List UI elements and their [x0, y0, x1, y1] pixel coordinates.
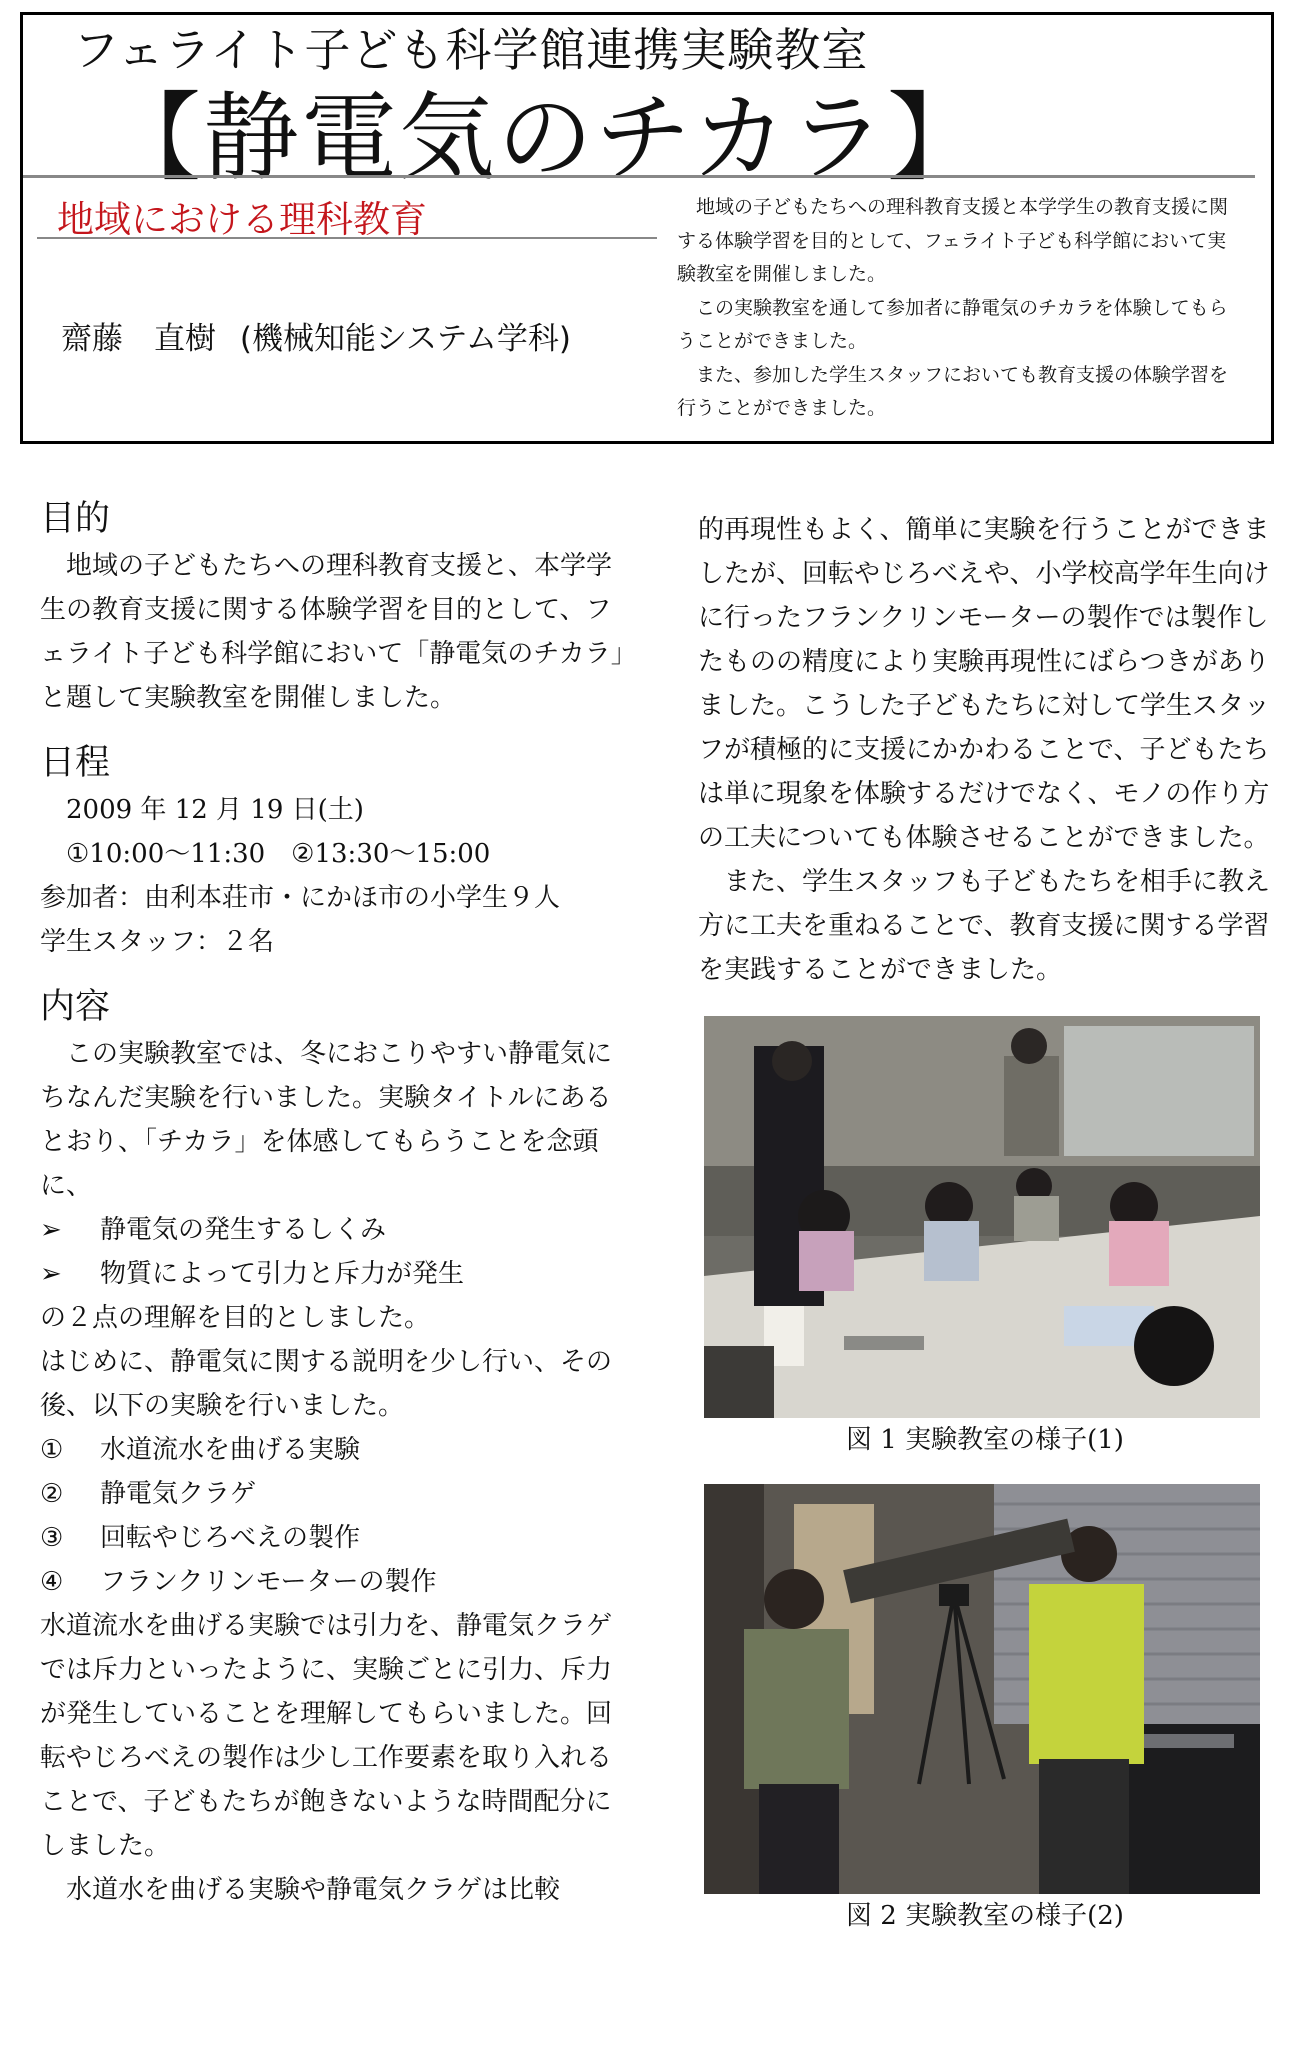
- classroom-photo-2-image: [704, 1484, 1260, 1894]
- experiment-item: [40, 1516, 630, 1560]
- content-lead: はじめに、静電気に関する説明を少し行い、その後、以下の実験を行いました。: [40, 1347, 613, 1421]
- figure-2-caption: 図 2 実験教室の様子(2): [846, 1901, 1124, 1931]
- purpose-text: 地域の子どもたちへの理科教育支援と、本学学生の教育支援に関する体験学習を目的として、フェライト子ども科学館において「静電気のチカラ」と題して実験教室を開催しました。: [40, 551, 624, 713]
- author-line: [61, 313, 585, 358]
- header-divider: [23, 175, 1255, 178]
- classroom-photo-1: [704, 1016, 1260, 1418]
- experiment-item: [40, 1428, 630, 1472]
- experiment-item: [40, 1472, 630, 1516]
- figure-1: [698, 1016, 1272, 1462]
- schedule-heading: 日程: [40, 743, 111, 783]
- section-tag-divider: [37, 237, 657, 239]
- author-name: 齋藤 直樹: [61, 321, 216, 357]
- bullet-item: [40, 1252, 630, 1296]
- experiment-number: ①: [40, 1435, 64, 1465]
- schedule-date: 2009 年 12 月 19 日(土): [66, 795, 364, 825]
- bullet-text: 物質によって引力と斥力が発生: [100, 1259, 465, 1289]
- experiment-text: 水道流水を曲げる実験: [100, 1435, 361, 1465]
- experiment-number: ④: [40, 1567, 64, 1597]
- bullet-arrow-icon: ➢: [40, 1259, 62, 1289]
- content-paragraph: 的再現性もよく、簡単に実験を行うことができましたが、回転やじろべえや、小学校高学年生向けに行ったフランクリンモーターの製作では製作したものの精度により実験再現性にばらつきがありました。こうした子どもたちに対して学生スタッフが積極的に支援にかかわることで、子どもたちは単に現象を体験するだけでなく、モノの作り方の工夫についても体験させることができました。: [698, 515, 1271, 853]
- content-paragraph: 水道流水を曲げる実験では引力を、静電気クラゲでは斥力といったように、実験ごとに引力、斥力が発生していることを理解してもらいました。回転やじろべえの製作は少し工作要素を取り入れることで、子どもたちが飽きないような時間配分にしました。: [40, 1611, 613, 1861]
- content-intro: この実験教室では、冬におこりやすい静電気にちなんだ実験を行いました。実験タイトルにあるとおり、「チカラ」を体感してもらうことを念頭に、: [40, 1039, 613, 1201]
- experiment-number: ③: [40, 1523, 64, 1553]
- experiment-text: フランクリンモーターの製作: [100, 1567, 437, 1597]
- content-after-bullets: の２点の理解を目的としました。: [40, 1303, 431, 1333]
- author-department: (機械知能システム学科): [239, 321, 571, 357]
- purpose-heading: 目的: [40, 499, 111, 539]
- figure-2: [698, 1484, 1272, 1938]
- schedule-staff: 学生スタッフ：２名: [40, 927, 275, 957]
- classroom-photo-2: [704, 1484, 1260, 1894]
- content-paragraph: 水道水を曲げる実験や静電気クラゲは比較: [66, 1875, 561, 1905]
- abstract-paragraph: この実験教室を通して参加者に静電気のチカラを体験してもらうことができました。: [677, 296, 1228, 352]
- schedule-times: ①10:00～11:30 ②13:30～15:00: [66, 839, 491, 869]
- schedule-participants: 参加者：由利本荘市・にかほ市の小学生９人: [40, 883, 561, 913]
- page-title: 【静電気のチカラ】: [105, 82, 986, 194]
- bullet-item: [40, 1208, 630, 1252]
- section-tag: 地域における理科教育: [57, 198, 427, 241]
- experiment-number: ②: [40, 1479, 64, 1509]
- abstract-paragraph: また、参加した学生スタッフにおいても教育支援の体験学習を行うことができました。: [677, 363, 1229, 419]
- abstract-paragraph: 地域の子どもたちへの理科教育支援と本学学生の教育支援に関する体験学習を目的として、フェライト子ども科学館において実験教室を開催しました。: [677, 196, 1229, 285]
- figure-1-caption: 図 1 実験教室の様子(1): [846, 1425, 1124, 1455]
- header-box: [20, 12, 1274, 444]
- abstract: [677, 191, 1243, 426]
- bullet-text: 静電気の発生するしくみ: [100, 1215, 387, 1245]
- experiment-item: [40, 1560, 630, 1604]
- kicker-title: フェライト子ども科学館連携実験教室: [73, 23, 869, 77]
- classroom-photo-1-image: [704, 1016, 1260, 1418]
- right-column: [698, 508, 1272, 1938]
- content-heading: 内容: [40, 987, 111, 1027]
- experiment-text: 回転やじろべえの製作: [100, 1523, 361, 1553]
- content-paragraph: また、学生スタッフも子どもたちを相手に教え方に工夫を重ねることで、教育支援に関する学習を実践することができました。: [698, 867, 1271, 985]
- experiment-text: 静電気クラゲ: [100, 1479, 257, 1509]
- left-column: [40, 498, 630, 1912]
- bullet-arrow-icon: ➢: [40, 1215, 62, 1245]
